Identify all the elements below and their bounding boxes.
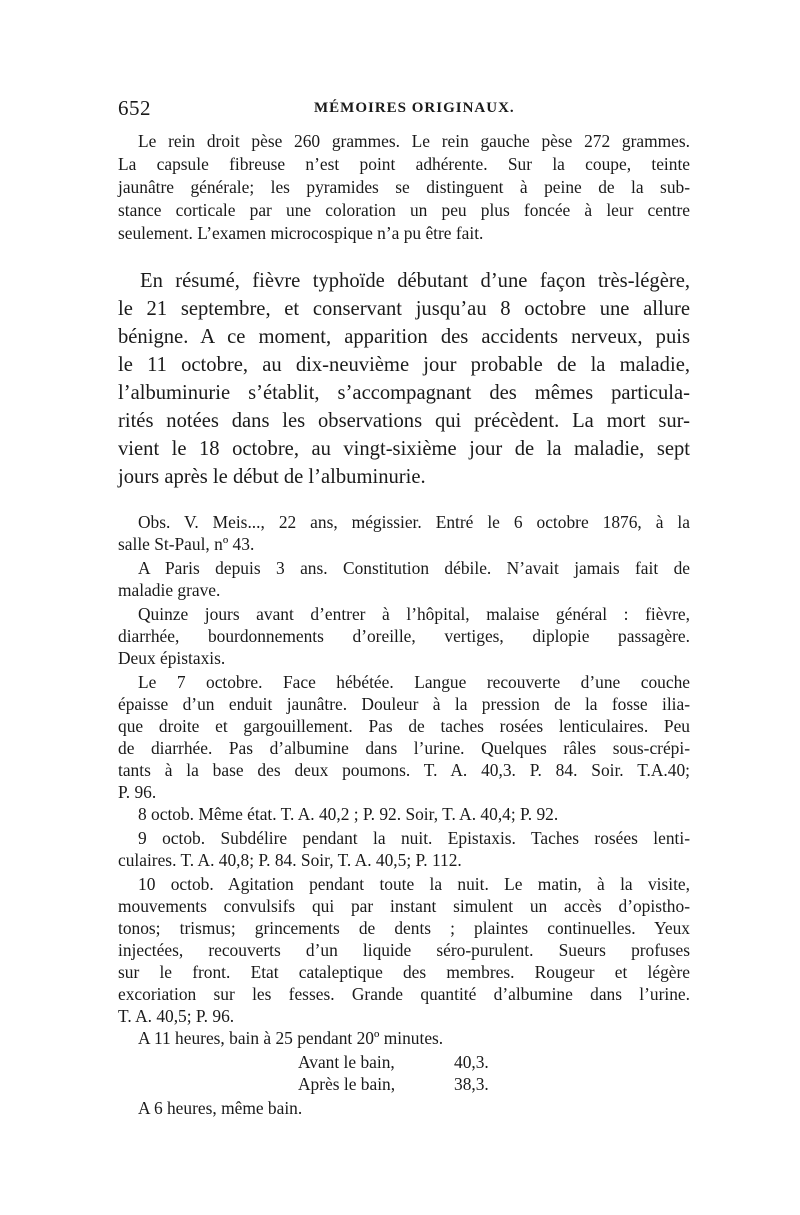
text-line: vient le 18 octobre, au vingt-sixième jour de la maladie, sept [118, 438, 690, 460]
text-line: Le 7 octobre. Face hébétée. Langue recouverte d’une couche [138, 672, 690, 692]
text-line: jaunâtre générale; les pyramides se distinguent à peine de la sub- [118, 177, 690, 197]
observation-heading: Obs. V. Meis..., 22 ans, mégissier. Entré le 6 octobre 1876, à la [138, 512, 690, 532]
text-line: que droite et gargouillement. Pas de taches rosées lenticulaires. Peu [118, 716, 690, 736]
text-line: le 11 octobre, au dix-neuvième jour probable de la maladie, [118, 354, 690, 376]
after-bath-label: Après le bain, [298, 1074, 396, 1094]
text-line: A Paris depuis 3 ans. Constitution débile. N’avait jamais fait de [138, 558, 690, 578]
text-line: le 21 septembre, et conservant jusqu’au 8 octobre une allure [118, 298, 690, 320]
running-head: MÉMOIRES ORIGINAUX. [314, 100, 515, 116]
text-line: Deux épistaxis. [118, 648, 226, 668]
text-line: Quinze jours avant d’entrer à l’hôpital, malaise général : fièvre, [138, 604, 690, 624]
page-number: 652 [118, 96, 151, 120]
text-line: l’albuminurie s’établit, s’accompagnant des mêmes particula- [118, 382, 690, 404]
text-line: seulement. L’examen microcospique n’a pu être fait. [118, 223, 484, 243]
text-line: tants à la base des deux poumons. T. A. 40,3. P. 84. Soir. T.A.40; [118, 760, 690, 780]
text-line: stance corticale par une coloration un peu plus foncée à leur centre [118, 200, 690, 220]
text-line: La capsule fibreuse n’est point adhérente. Sur la coupe, teinte [118, 154, 690, 174]
text-line: P. 96. [118, 782, 157, 802]
text-line: de diarrhée. Pas d’albumine dans l’urine. Quelques râles sous-crépi- [118, 738, 690, 758]
text-line: T. A. 40,5; P. 96. [118, 1006, 235, 1026]
after-bath-value: 38,3. [454, 1074, 489, 1094]
before-bath-label: Avant le bain, [298, 1052, 395, 1072]
before-bath-value: 40,3. [454, 1052, 489, 1072]
text-line: A 11 heures, bain à 25 pendant 20º minutes. [138, 1028, 444, 1048]
text-line: maladie grave. [118, 580, 221, 600]
text-line: 8 octob. Même état. T. A. 40,2 ; P. 92. Soir, T. A. 40,4; P. 92. [138, 804, 559, 824]
text-line: Le rein droit pèse 260 grammes. Le rein gauche pèse 272 grammes. [138, 131, 690, 151]
text-line: excoriation sur les fesses. Grande quantité d’albumine dans l’urine. [118, 984, 690, 1004]
text-line: culaires. T. A. 40,8; P. 84. Soir, T. A. 40,5; P. 112. [118, 850, 462, 870]
text-line: jours après le début de l’albuminurie. [118, 466, 426, 488]
text-line: bénigne. A ce moment, apparition des accidents nerveux, puis [118, 326, 690, 348]
text-line: sur le front. Etat cataleptique des membres. Rougeur et légère [118, 962, 690, 982]
page-header [118, 96, 690, 120]
text-line: En résumé, fièvre typhoïde débutant d’une façon très-légère, [140, 270, 690, 292]
text-line: 10 octob. Agitation pendant toute la nuit. Le matin, à la visite, [138, 874, 690, 894]
text-line: épaisse d’un enduit jaunâtre. Douleur à la pression de la fosse ilia- [118, 694, 690, 714]
text-line: salle St-Paul, nº 43. [118, 534, 255, 554]
text-line: mouvements convulsifs qui par instant simulent un accès d’opistho- [118, 896, 690, 916]
text-line: rités notées dans les observations qui précèdent. La mort sur- [118, 410, 690, 432]
text-line: diarrhée, bourdonnements d’oreille, vertiges, diplopie passagère. [118, 626, 690, 646]
text-line: 9 octob. Subdélire pendant la nuit. Epistaxis. Taches rosées lenti- [138, 828, 690, 848]
text-line: tonos; trismus; grincements de dents ; plaintes continuelles. Yeux [118, 918, 690, 938]
text-line: A 6 heures, même bain. [138, 1098, 303, 1118]
text-line: injectées, recouverts d’un liquide séro-purulent. Sueurs profuses [118, 940, 690, 960]
